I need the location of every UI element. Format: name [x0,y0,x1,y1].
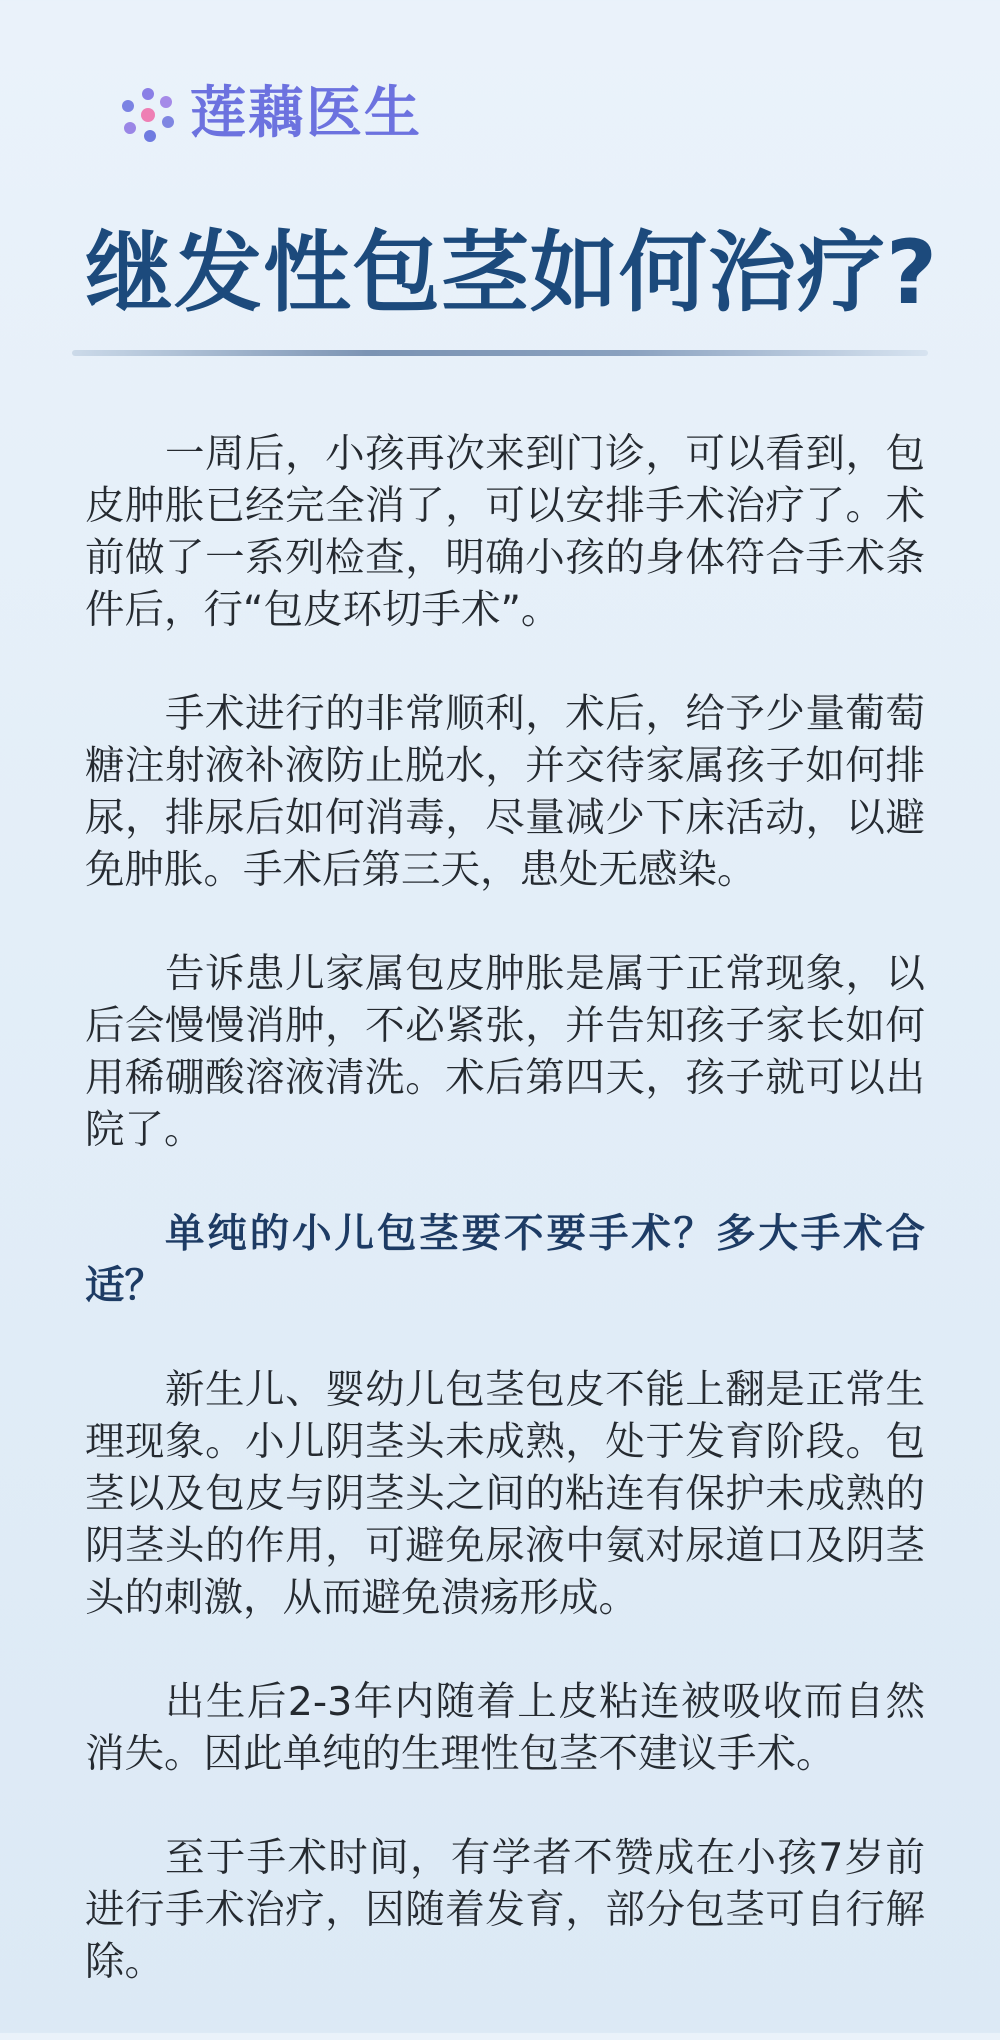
title-divider [72,350,928,356]
paragraph-surgery-timing: 至于手术时间，有学者不赞成在小孩7岁前进行手术治疗，因随着发育，部分包茎可自行解除。 [85,1835,925,1985]
article-body [85,428,925,2040]
paragraph-swelling-advice: 告诉患儿家属包皮肿胀是属于正常现象，以后会慢慢消肿，不必紧张，并告知孩子家长如何用稀硼酸溶液清洗。术后第四天，孩子就可以出院了。 [85,951,925,1153]
section-heading-surgery-question: 单纯的小儿包茎要不要手术？多大手术合适？ [85,1211,925,1309]
paragraph-physiological-phimosis: 新生儿、婴幼儿包茎包皮不能上翻是正常生理现象。小儿阴茎头未成熟，处于发育阶段。包茎以及包皮与阴茎头之间的粘连有保护未成熟的阴茎头的作用，可避免尿液中氨对尿道口及阴茎头的刺激，从而避免溃疡形成。 [85,1367,925,1621]
brand-logo [118,78,422,150]
paragraph-post-checkup: 一周后，小孩再次来到门诊，可以看到，包皮肿胀已经完全消了，可以安排手术治疗了。术前做了一系列检查，明确小孩的身体符合手术条件后，行“包皮环切手术”。 [85,431,925,633]
paragraph-surgery-recovery: 手术进行的非常顺利，术后，给予少量葡萄糖注射液补液防止脱水，并交待家属孩子如何排尿，排尿后如何消毒，尽量减少下床活动，以避免肿胀。手术后第三天，患处无感染。 [85,691,925,893]
paragraph-natural-resolution: 出生后2-3年内随着上皮粘连被吸收而自然消失。因此单纯的生理性包茎不建议手术。 [85,1679,925,1777]
lotus-dots-logo-icon [118,84,178,144]
brand-name: 莲藕医生 [190,81,422,146]
article-title: 继发性包茎如何治疗? [85,221,939,324]
